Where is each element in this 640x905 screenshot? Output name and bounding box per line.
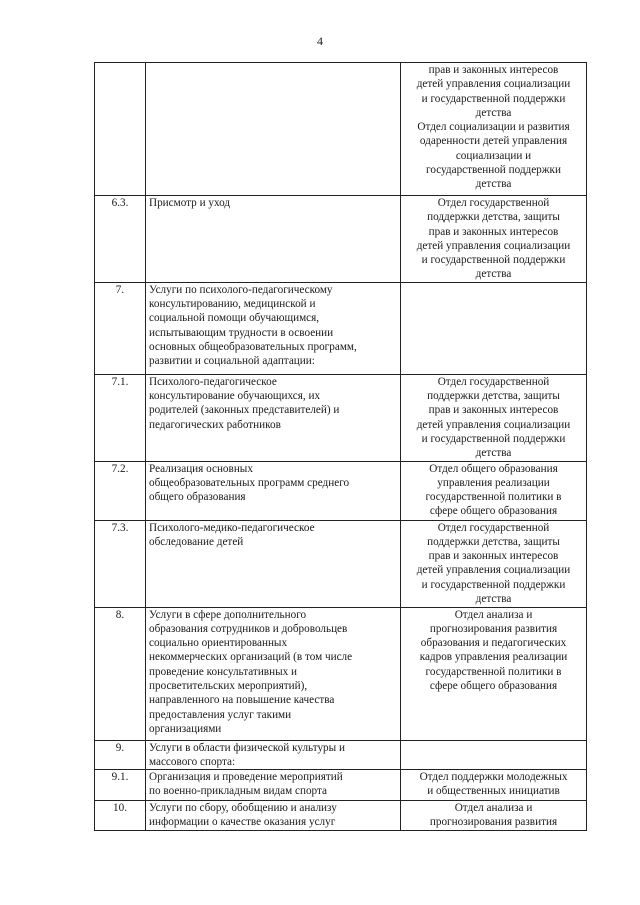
department-line: детей управления социализации [416,78,571,91]
department-line: Отдел анализа и [454,608,533,621]
service-name-line: некоммерческих организаций (в том числе [149,651,353,664]
row-number-cell [95,520,146,607]
service-name-cell [146,520,401,607]
department-cell [401,520,587,607]
department-line: детства [475,106,512,119]
department-line: сфере общего образования [429,505,558,518]
department-line: сфере общего образования [429,680,558,693]
service-name-line: организациями [149,722,222,735]
row-number-cell [95,770,146,801]
department-line: поддержки детства, защиты [427,390,560,403]
department-line: и государственной поддержки [421,578,566,591]
department-line: кадров управления реализации [419,651,568,664]
service-name-line: испытывающим трудности в освоении [149,326,334,339]
row-number: 10. [113,802,127,815]
service-name-line: массового спорта: [149,755,236,768]
row-number-cell [95,461,146,520]
department-line: прав и законных интересов [428,404,559,417]
department-cell [401,801,587,831]
row-number-cell [95,196,146,283]
department-cell [401,374,587,461]
table-row [95,607,587,740]
service-name-line: консультирование обучающихся, их [149,390,321,403]
service-name-line: Услуги в области физической культуры и [149,741,345,754]
table-row [95,282,587,374]
table-row [95,520,587,607]
department-line: управления реализации [437,476,550,489]
service-name-line: Реализация основных [149,462,253,475]
department-line: Отдел государственной [437,375,550,388]
department-line: и общественных инициатив [427,785,560,798]
department-line: поддержки детства, защиты [427,211,560,224]
department-line: и государственной поддержки [421,254,566,267]
service-name-cell [146,282,401,374]
department-line: образования и педагогических [420,637,567,650]
department-line: прав и законных интересов [428,550,559,563]
department-line: детства [475,268,512,281]
service-name-line: Психолого-медико-педагогическое [149,521,315,534]
service-name-line: Услуги по сбору, обобщению и анализу [149,802,337,815]
service-name-line: образования сотрудников и добровольцев [149,622,348,635]
service-name-line: социальной помощи обучающимся, [149,312,320,325]
service-name-line: по военно-прикладным видам спорта [149,785,327,798]
service-name-line: консультированию, медицинской и [149,298,316,311]
department-line: государственной поддержки [426,164,561,177]
table-body [95,63,587,831]
department-line: государственной политики в [425,665,562,678]
department-cell [401,282,587,374]
service-name-cell [146,461,401,520]
service-name-line: социально ориентированных [149,637,288,650]
service-name-line: основных общеобразовательных программ, [149,340,357,353]
department-cell [401,63,587,196]
department-line: прогнозирования развития [429,816,558,829]
service-name-line: Услуги в сфере дополнительного [149,608,307,621]
service-name-cell [146,740,401,770]
table-row [95,740,587,770]
table-row [95,770,587,801]
service-name-cell [146,63,401,196]
row-number-cell [95,801,146,831]
service-name-cell [146,196,401,283]
row-number: 6.3. [111,197,129,209]
row-number-cell [95,282,146,374]
service-name-cell [146,374,401,461]
row-number-cell [95,607,146,740]
service-name-cell [146,801,401,831]
service-name-line: направленного на повышение качества [149,694,335,707]
department-line: детства [475,178,512,191]
service-name-line: обследование детей [149,535,244,548]
department-line: прогнозирования развития [429,622,558,635]
department-line: Отдел общего образования [429,462,558,475]
department-line: Отдел государственной [437,197,550,209]
department-line: поддержки детства, защиты [427,535,560,548]
service-name-line: просветительских мероприятий), [149,680,308,693]
service-name-line: предоставления услуг такими [149,708,292,721]
department-line: социализации и [455,149,532,162]
table-row [95,461,587,520]
row-number-cell [95,63,146,196]
table-row [95,196,587,283]
page-number: 4 [317,34,323,48]
service-name-line: Психолого-педагогическое [149,375,277,388]
department-line: прав и законных интересов [428,64,559,76]
row-number: 7.2. [111,462,129,475]
department-line: и государственной поддержки [421,432,566,445]
services-table [94,62,587,831]
department-cell [401,196,587,283]
service-name-line: общего образования [149,491,246,504]
department-line: одаренности детей управления [419,135,568,148]
department-line: прав и законных интересов [428,225,559,238]
service-name-cell [146,770,401,801]
department-line: детей управления социализации [416,239,571,252]
row-number: 7.1. [111,375,129,388]
service-name-line: общеобразовательных программ среднего [149,476,350,489]
department-line: детства [475,593,512,606]
service-name-line: Организация и проведение мероприятий [149,771,343,784]
department-line: Отдел государственной [437,521,550,534]
row-number: 7.3. [111,521,129,534]
department-line: Отдел поддержки молодежных [419,771,568,784]
row-number: 9. [115,741,125,754]
department-cell [401,461,587,520]
row-number-cell [95,740,146,770]
service-name-cell [146,607,401,740]
department-line: Отдел анализа и [454,802,533,815]
row-number: 8. [115,608,125,621]
department-line: детей управления социализации [416,418,571,431]
department-line: и государственной поддержки [421,92,566,105]
department-cell [401,740,587,770]
service-name-line: педагогических работников [149,418,281,431]
service-name-line: развитии и социальной адаптации: [149,355,315,368]
service-name-line: родителей (законных представителей) и [149,404,340,417]
department-line: детей управления социализации [416,564,571,577]
department-line: детства [475,447,512,460]
department-line: Отдел социализации и развития [417,121,570,134]
table-row [95,374,587,461]
row-number: 7. [115,283,125,296]
department-cell [401,770,587,801]
service-name-line: информации о качестве оказания услуг [149,816,336,829]
department-cell [401,607,587,740]
service-name-line: Услуги по психолого-педагогическому [149,283,333,296]
row-number: 9.1. [111,771,129,784]
row-number-cell [95,374,146,461]
service-name-line: проведение консультативных и [149,665,297,678]
department-line: государственной политики в [425,491,562,504]
table-row [95,801,587,831]
table-row [95,63,587,196]
service-name-line: Присмотр и уход [149,197,231,209]
